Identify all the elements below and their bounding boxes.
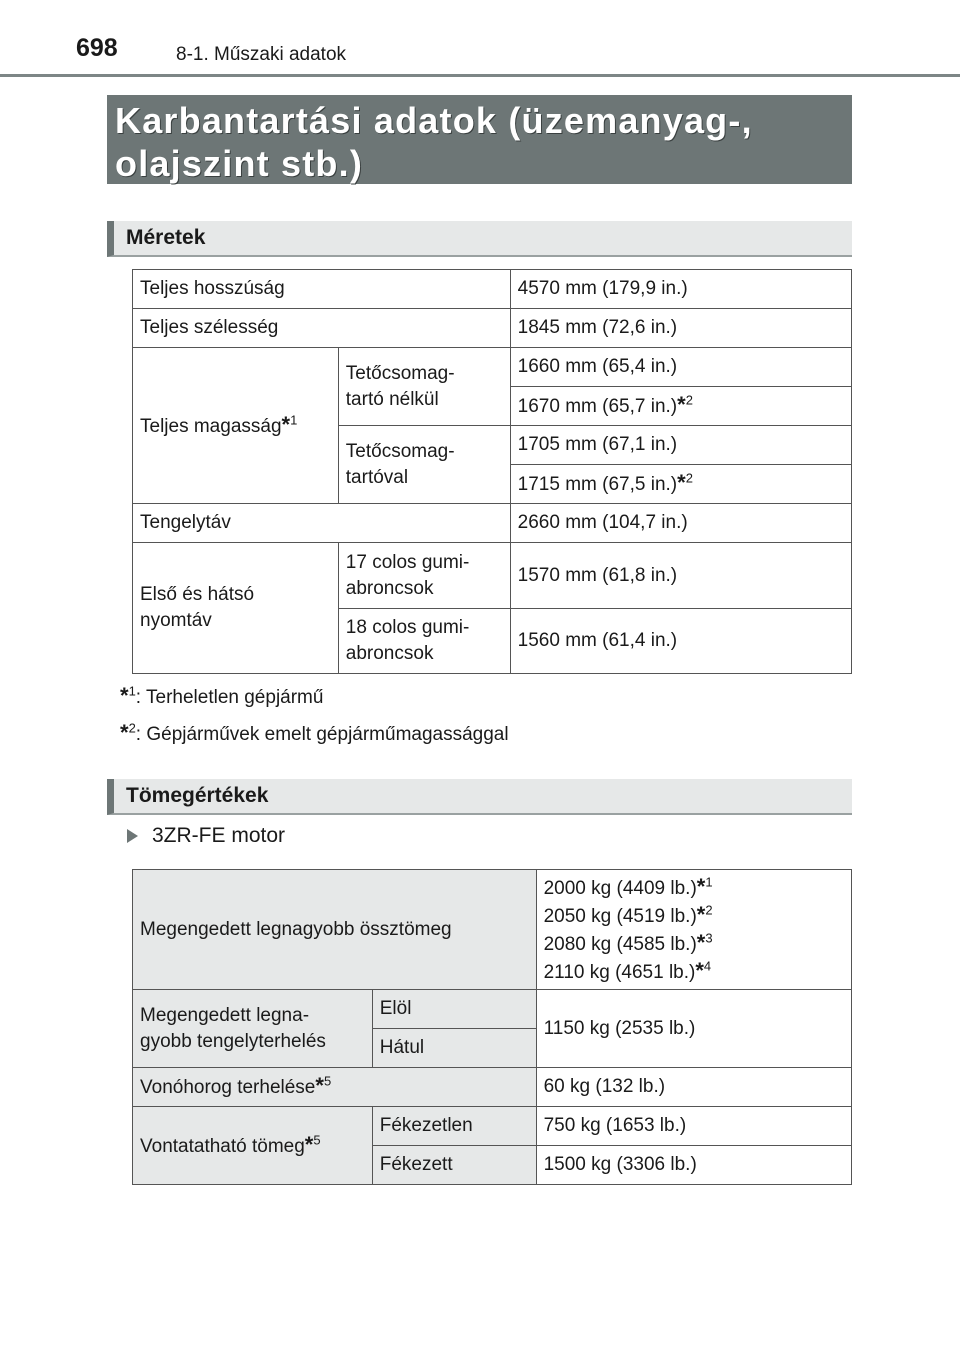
- triangle-bullet-icon: [127, 829, 138, 843]
- with-rack-label: Tetőcsomag- tartóval: [338, 426, 510, 504]
- engine-heading: [127, 824, 285, 848]
- height-with-rack-raised-value: 1715 mm (67,5 in.)*$^2$: [510, 465, 851, 504]
- footnote-2: *$^2$: Gépjárművek emelt gépjárműmagassággal: [120, 720, 509, 745]
- table-row: [133, 990, 852, 1029]
- header-rule: [0, 74, 960, 77]
- hitch-load-label: Vonóhorog terhelése*$^5$: [133, 1068, 537, 1107]
- gross-weight-label: Megengedett legnagyobb össztömeg: [133, 870, 537, 990]
- towing-label: Vontatatható tömeg*$^5$: [133, 1107, 373, 1185]
- tires-17-value: 1570 mm (61,8 in.): [510, 543, 851, 609]
- overall-height-label: Teljes magasság*$^1$: [133, 348, 339, 504]
- tread-label: Első és hátsó nyomtáv: [133, 543, 339, 674]
- section-heading-dimensions: Méretek: [107, 221, 852, 257]
- table-row: [133, 309, 852, 348]
- tires-17-label: 17 colos gumi- abroncsok: [338, 543, 510, 609]
- braked-value: 1500 kg (3306 lb.): [536, 1146, 851, 1185]
- footnote-1: *$^1$: Terheletlen gépjármű: [120, 683, 324, 708]
- height-with-rack-value: 1705 mm (67,1 in.): [510, 426, 851, 465]
- page-title-box: [107, 95, 852, 184]
- table-row: [133, 504, 852, 543]
- wheelbase-value: 2660 mm (104,7 in.): [510, 504, 851, 543]
- page-title: [115, 99, 852, 185]
- table-row: [133, 1068, 852, 1107]
- gross-weight-values: 2000 kg (4409 lb.)*$^1$ 2050 kg (4519 lb.)*$^2$ 2080 kg (4585 lb.)*$^3$ 2110 kg (4651 lb.)*$^4$: [536, 870, 851, 990]
- table-row: [133, 348, 852, 387]
- unbraked-value: 750 kg (1653 lb.): [536, 1107, 851, 1146]
- table-row: [133, 870, 852, 990]
- overall-width-value: 1845 mm (72,6 in.): [510, 309, 851, 348]
- table-row: [133, 543, 852, 609]
- page-title-line-1: Karbantartási adatok (üzemanyag-,: [115, 100, 753, 141]
- braked-label: Fékezett: [372, 1146, 536, 1185]
- page-header: [0, 0, 960, 80]
- tires-18-value: 1560 mm (61,4 in.): [510, 609, 851, 674]
- overall-length-label: Teljes hosszúság: [133, 270, 511, 309]
- axle-rear-label: Hátul: [372, 1029, 536, 1068]
- axle-weight-label: Megengedett legna- gyobb tengelyterhelés: [133, 990, 373, 1068]
- dimensions-table: [132, 269, 852, 674]
- tires-18-label: 18 colos gumi- abroncsok: [338, 609, 510, 674]
- without-rack-label: Tetőcsomag- tartó nélkül: [338, 348, 510, 426]
- axle-front-label: Elöl: [372, 990, 536, 1029]
- height-without-rack-value: 1660 mm (65,4 in.): [510, 348, 851, 387]
- table-row: [133, 1107, 852, 1146]
- axle-weight-value: 1150 kg (2535 lb.): [536, 990, 851, 1068]
- overall-width-label: Teljes szélesség: [133, 309, 511, 348]
- page-number: 698: [76, 34, 118, 62]
- page-title-line-2: olajszint stb.): [115, 143, 364, 184]
- engine-heading-label: 3ZR-FE motor: [152, 824, 286, 847]
- wheelbase-label: Tengelytáv: [133, 504, 511, 543]
- hitch-load-value: 60 kg (132 lb.): [536, 1068, 851, 1107]
- section-heading-weights: Tömegértékek: [107, 779, 852, 815]
- unbraked-label: Fékezetlen: [372, 1107, 536, 1146]
- running-head: 8-1. Műszaki adatok: [176, 44, 347, 65]
- table-row: [133, 270, 852, 309]
- height-without-rack-raised-value: 1670 mm (65,7 in.)*$^2$: [510, 387, 851, 426]
- weights-table: [132, 869, 852, 1185]
- overall-length-value: 4570 mm (179,9 in.): [510, 270, 851, 309]
